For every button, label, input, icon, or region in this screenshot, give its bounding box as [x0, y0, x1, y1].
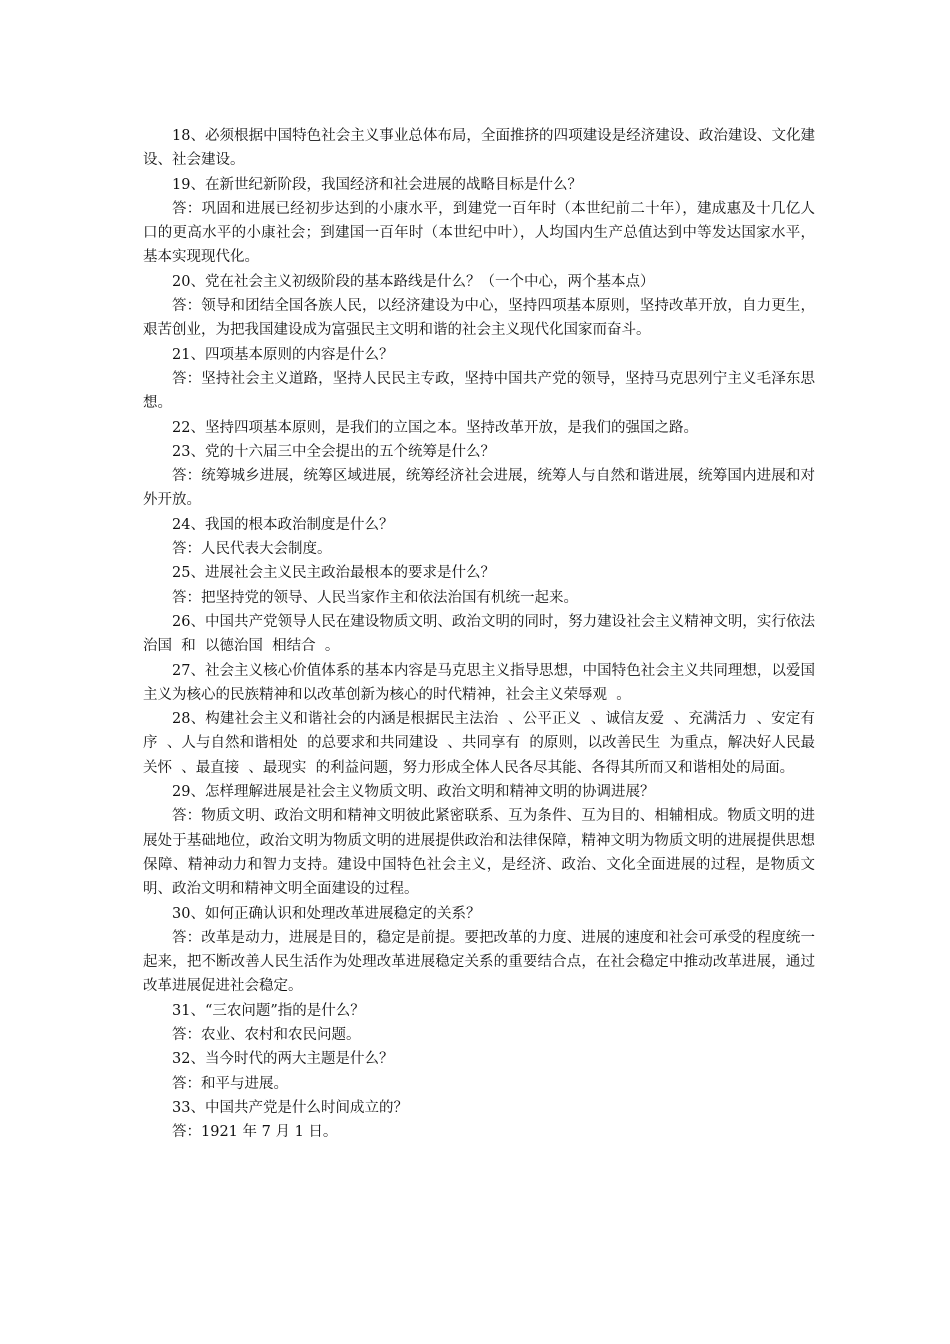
question-23: 23、党的十六届三中全会提出的五个统筹是什么？	[172, 443, 495, 460]
document-page	[143, 124, 815, 1144]
paragraph-27: 27、社会主义核心价值体系的基本内容是马克思主义指导思想，中国特色社会主义共同理想，以爱国主义为核心的民族精神和以改革创新为核心的时代精神，社会主义荣辱观 。	[143, 662, 815, 703]
answer-19: 答：巩固和进展已经初步达到的小康水平，到建党一百年时（本世纪前二十年），建成惠及十几亿人口的更高水平的小康社会；到建国一百年时（本世纪中叶），人均国内生产总值达到中等发达国家水平，基本实现现代化。	[143, 200, 815, 266]
answer-31: 答：农业、农村和农民问题。	[172, 1026, 361, 1043]
question-24: 24、我国的根本政治制度是什么？	[172, 516, 394, 533]
question-31: 31、“三农问题”指的是什么？	[172, 1002, 365, 1019]
question-33: 33、中国共产党是什么时间成立的？	[172, 1099, 408, 1116]
paragraph-18: 18、必须根据中国特色社会主义事业总体布局，全面推挤的四项建设是经济建设、政治建设、文化建设、社会建设。	[143, 128, 815, 169]
question-30: 30、如何正确认识和处理改革进展稳定的关系？	[172, 905, 481, 922]
answer-21: 答：坚持社会主义道路，坚持人民民主专政，坚持中国共产党的领导，坚持马克思列宁主义毛泽东思想。	[143, 370, 815, 412]
question-29: 29、怎样理解进展是社会主义物质文明、政治文明和精神文明的协调进展？	[172, 784, 655, 801]
answer-30: 答：改革是动力，进展是目的，稳定是前提。要把改革的力度、进展的速度和社会可承受的程度统一起来，把不断改善人民生活作为处理改革进展稳定关系的重要结合点，在社会稳定中推动改革进展，通过改革进展促进社会稳定。	[143, 929, 815, 995]
answer-24: 答：人民代表大会制度。	[172, 541, 332, 558]
question-25: 25、进展社会主义民主政治最根本的要求是什么？	[172, 565, 495, 582]
question-32: 32、当今时代的两大主题是什么？	[172, 1051, 394, 1068]
answer-33: 答：1921 年 7 月 1 日。	[172, 1124, 338, 1141]
answer-32: 答：和平与进展。	[172, 1075, 288, 1092]
answer-29: 答：物质文明、政治文明和精神文明彼此紧密联系、互为条件、互为目的、相辅相成。物质文明的进展处于基础地位，政治文明为物质文明的进展提供政治和法律保障，精神文明为物质文明的进展提供思想保障、精神动力和智力支持。建设中国特色社会主义，是经济、政治、文化全面进展的过程，是物质文明、政治文明和精神文明全面建设的过程。	[143, 808, 815, 898]
answer-23: 答：统筹城乡进展，统筹区域进展，统筹经济社会进展，统筹人与自然和谐进展，统筹国内进展和对外开放。	[143, 468, 815, 509]
answer-25: 答：把坚持党的领导、人民当家作主和依法治国有机统一起来。	[172, 589, 578, 606]
question-20: 20、党在社会主义初级阶段的基本路线是什么？（一个中心，两个基本点）	[172, 273, 655, 290]
paragraph-22: 22、坚持四项基本原则，是我们的立国之本。坚持改革开放，是我们的强国之路。	[172, 419, 698, 436]
paragraph-28: 28、构建社会主义和谐社会的内涵是根据民主法治 、公平正义 、诚信友爱 、充满活力 、安定有序 、人与自然和谐相处 的总要求和共同建设 、共同享有 的原则，以改善民生 为重点，解决好人民最关怀 、最直接 、最现实 的利益问题，努力形成全体人民各尽其能、各得其所而又和谐相处的局面。	[143, 711, 815, 776]
answer-20: 答：领导和团结全国各族人民，以经济建设为中心，坚持四项基本原则，坚持改革开放，自力更生，艰苦创业，为把我国建设成为富强民主文明和谐的社会主义现代化国家而奋斗。	[143, 298, 815, 339]
question-21: 21、四项基本原则的内容是什么？	[172, 346, 394, 363]
question-19: 19、在新世纪新阶段，我国经济和社会进展的战略目标是什么？	[172, 176, 582, 193]
paragraph-26: 26、中国共产党领导人民在建设物质文明、政治文明的同时，努力建设社会主义精神文明，实行依法治国 和 以德治国 相结合 。	[143, 613, 815, 655]
